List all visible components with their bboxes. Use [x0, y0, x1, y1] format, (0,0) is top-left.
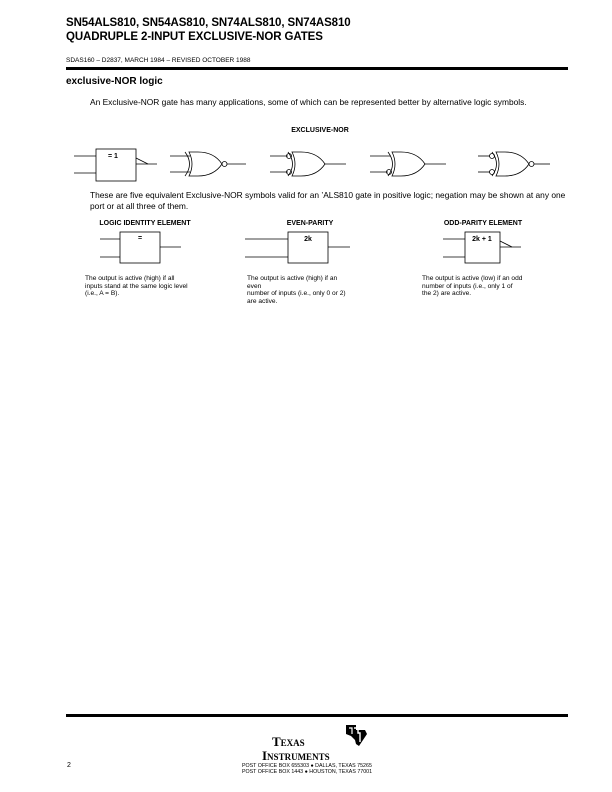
iec-label: = 1	[108, 153, 118, 160]
even-parity-label: 2k	[304, 236, 312, 243]
page-number: 2	[67, 762, 71, 769]
document-subtitle: QUADRUPLE 2-INPUT EXCLUSIVE-NOR GATES	[66, 31, 323, 43]
even-parity-caption: EVEN-PARITY	[286, 220, 334, 227]
document-id: SDAS160 – D2837, MARCH 1984 – REVISED OCTOBER 1988	[66, 57, 251, 64]
note-line: The output is active (high) if all	[85, 275, 175, 282]
note-line: even	[247, 282, 262, 290]
note-line: (i.e., A = B).	[85, 290, 120, 298]
note-line: are active.	[247, 297, 278, 305]
note-line: The output is active (low) if an odd	[422, 275, 523, 282]
note-line: inputs stand at the same logic level	[85, 282, 188, 290]
xor-gate-symbol-4	[370, 152, 446, 176]
equivalent-symbols-diagram	[60, 140, 560, 185]
logo-line-instruments: Instruments	[262, 748, 330, 763]
section-heading: exclusive-NOR logic	[66, 76, 163, 87]
header-rule	[66, 67, 568, 70]
odd-parity-label: 2k + 1	[472, 236, 492, 243]
note-line: The output is active (high) if an	[247, 275, 338, 282]
logic-identity-label: =	[137, 235, 143, 242]
xnor-gate-symbol-5	[478, 152, 550, 176]
odd-parity-caption: ODD-PARITY ELEMENT	[443, 220, 523, 227]
footer-rule	[66, 714, 568, 717]
logic-identity-note	[85, 275, 188, 298]
document-title: SN54ALS810, SN54AS810, SN74ALS810, SN74AS810	[66, 17, 351, 29]
xor-gate-symbol-3	[270, 152, 346, 176]
intro-paragraph: An Exclusive-NOR gate has many applications, some of which can be represented better by alternative logic symbols.	[90, 97, 527, 107]
odd-parity-note	[422, 275, 522, 298]
note-line: number of inputs (i.e., only 0 or 2)	[247, 290, 346, 298]
footer-address-houston: POST OFFICE BOX 1443 ● HOUSTON, TEXAS 77001	[242, 769, 373, 775]
ti-state-logo-icon	[343, 724, 369, 748]
footer-address-dallas: POST OFFICE BOX 655303 ● DALLAS, TEXAS 75265	[242, 763, 372, 769]
ti-logo-text	[262, 735, 330, 763]
logo-line-texas: Texas	[272, 734, 305, 749]
xnor-gate-symbol-2	[170, 152, 246, 176]
note-line: the 2) are active.	[422, 290, 472, 298]
note-line: number of inputs (i.e., only 1 of	[422, 282, 513, 290]
even-parity-symbol	[245, 232, 350, 263]
equivalence-paragraph: These are five equivalent Exclusive-NOR symbols valid for an ’ALS810 gate in positive logic; negation may be shown at any one port or at all three of them.	[90, 190, 566, 211]
element-symbols-diagram	[80, 229, 560, 269]
even-parity-note	[247, 275, 346, 305]
exclusive-nor-caption: EXCLUSIVE-NOR	[291, 127, 349, 134]
logic-identity-caption: LOGIC IDENTITY ELEMENT	[99, 220, 191, 227]
